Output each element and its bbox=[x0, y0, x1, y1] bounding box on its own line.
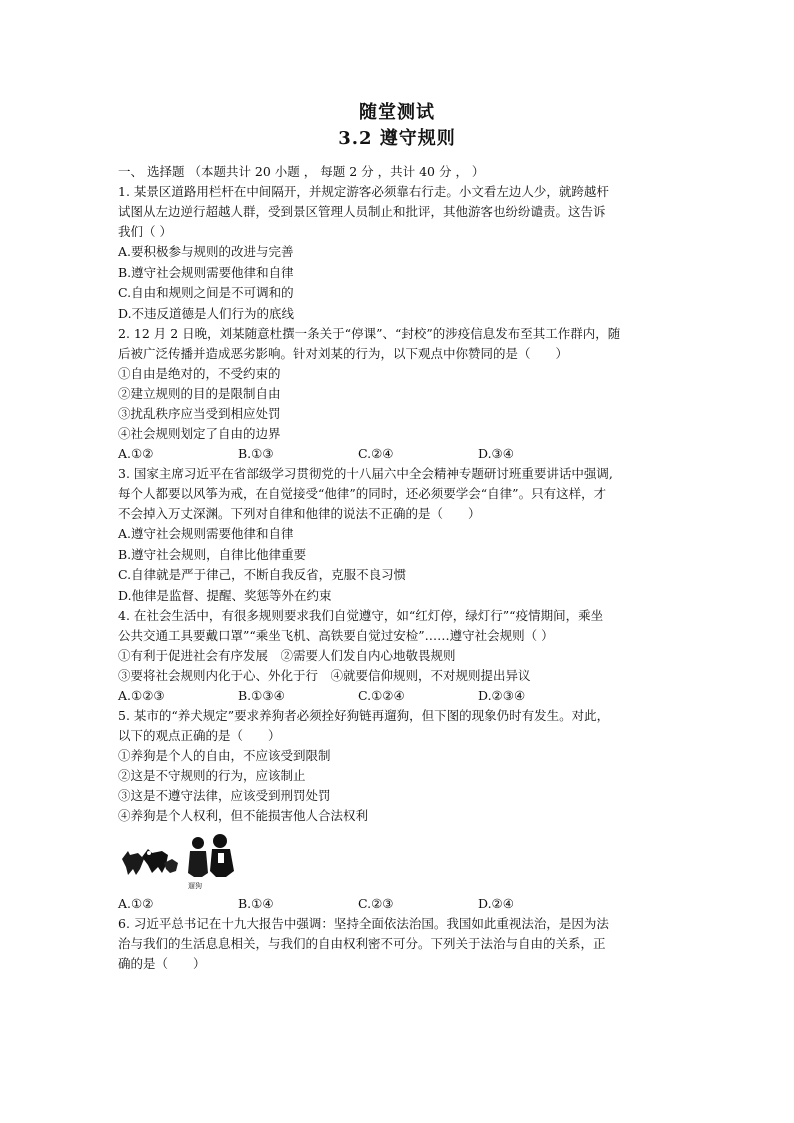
question-text: 5. 某市的“养犬规定”要求养狗者必须拴好狗链再遛狗，但下图的现象仍时有发生。对此， bbox=[118, 708, 610, 723]
option-c: C.自律就是严于律己，不断自我反省，克服不良习惯 bbox=[118, 567, 407, 582]
question-text: 后被广泛传播并造成恶劣影响。针对刘某的行为，以下观点中你赞同的是（ ） bbox=[118, 346, 569, 361]
question-text: 公共交通工具要戴口罩”“乘坐飞机、高铁要自觉过安检”……遵守社会规则（ ） bbox=[118, 628, 554, 643]
question-text: 治与我们的生活息息相关，与我们的自由权利密不可分。下列关于法治与自由的关系，正 bbox=[118, 936, 606, 951]
option-a: A.要积极参与规则的改进与完善 bbox=[118, 244, 294, 259]
question-text: 不会掉入万丈深渊。下列对自律和他律的说法不正确的是（ ） bbox=[118, 506, 481, 521]
answer-d: D.②④ bbox=[478, 896, 514, 911]
question-text: 6. 习近平总书记在十九大报告中强调：坚持全面依法治国。我国如此重视法治，是因为法 bbox=[118, 916, 609, 931]
question-text: 4. 在社会生活中，有很多规则要求我们自觉遵守，如“红灯停，绿灯行”“疫情期间，乘坐 bbox=[118, 608, 604, 623]
question-text: 2. 12 月 2 日晚，刘某随意杜撰一条关于“停课”、“封校”的涉疫信息发布至其工作群内，随 bbox=[118, 326, 621, 341]
answer-c: C.①②④ bbox=[358, 688, 405, 703]
statement: ①养狗是个人的自由，不应该受到限制 bbox=[118, 748, 331, 763]
answer-choices bbox=[118, 686, 688, 706]
question-text: 以下的观点正确的是（ ） bbox=[118, 728, 281, 743]
answer-a: A.①② bbox=[118, 446, 154, 461]
answer-choices bbox=[118, 444, 688, 464]
answer-a: A.①② bbox=[118, 896, 154, 911]
question-4 bbox=[118, 606, 688, 706]
question-5 bbox=[118, 706, 688, 914]
option-c: C.自由和规则之间是不可调和的 bbox=[118, 285, 294, 300]
answer-d: D.②③④ bbox=[478, 688, 526, 703]
question-text: 我们（ ） bbox=[118, 224, 172, 239]
statement: ②建立规则的目的是限制自由 bbox=[118, 386, 281, 401]
question-text: 每个人都要以风筝为戒，在自觉接受“他律”的同时，还必须要学会“自律”。只有这样，才 bbox=[118, 486, 607, 501]
option-a: A.遵守社会规则需要他律和自律 bbox=[118, 526, 294, 541]
answer-a: A.①②③ bbox=[118, 688, 165, 703]
statement: ③要将社会规则内化于心、外化于行 ④就要信仰规则，不对规则提出异议 bbox=[118, 668, 531, 683]
answer-d: D.③④ bbox=[478, 446, 514, 461]
answer-choices bbox=[118, 894, 688, 914]
exam-content bbox=[118, 162, 688, 974]
statement: ④社会规则划定了自由的边界 bbox=[118, 426, 281, 441]
section-heading: 一、 选择题 （本题共计 20 小题 ， 每题 2 分 ，共计 40 分 ， ） bbox=[118, 164, 485, 179]
question-2 bbox=[118, 324, 688, 464]
option-d: D.他律是监督、提醒、奖惩等外在约束 bbox=[118, 587, 332, 603]
statement: ③扰乱秩序应当受到相应处罚 bbox=[118, 406, 281, 421]
page-title: 随堂测试 bbox=[359, 102, 435, 123]
question-3 bbox=[118, 464, 688, 606]
page-subtitle: 3.2 遵守规则 bbox=[338, 128, 456, 149]
statement: ①自由是绝对的，不受约束的 bbox=[118, 366, 281, 381]
statement: ④养狗是个人权利，但不能损害他人合法权利 bbox=[118, 808, 369, 823]
question-text: 3. 国家主席习近平在省部级学习贯彻党的十八届六中全会精神专题研讨班重要讲话中强调, bbox=[118, 466, 613, 481]
question-text: 确的是（ ） bbox=[118, 956, 206, 971]
statement: ①有利于促进社会有序发展 ②需要人们发自内心地敬畏规则 bbox=[118, 648, 456, 663]
answer-c: C.②③ bbox=[358, 896, 394, 911]
answer-b: B.①③④ bbox=[238, 688, 285, 703]
option-b: B.遵守社会规则，自律比他律重要 bbox=[118, 546, 307, 562]
image-caption: 遛狗 bbox=[188, 882, 202, 890]
question-text: 1. 某景区道路用栏杆在中间隔开，并规定游客必须靠右行走。小文看左边人少，就跨越杆 bbox=[118, 184, 609, 199]
question-1 bbox=[118, 182, 688, 324]
option-b: B.遵守社会规则需要他律和自律 bbox=[118, 264, 294, 280]
statement: ②这是不守规则的行为，应该制止 bbox=[118, 768, 306, 783]
answer-c: C.②④ bbox=[358, 446, 394, 461]
dog-walking-illustration bbox=[118, 829, 258, 893]
question-6 bbox=[118, 914, 688, 974]
answer-b: B.①③ bbox=[238, 446, 274, 461]
option-d: D.不违反道德是人们行为的底线 bbox=[118, 305, 295, 321]
answer-b: B.①④ bbox=[238, 896, 274, 911]
statement: ③这是不遵守法律，应该受到刑罚处罚 bbox=[118, 788, 331, 803]
dog-walking-image bbox=[118, 829, 248, 881]
question-text: 试图从左边逆行超越人群，受到景区管理人员制止和批评，其他游客也纷纷谴责。这告诉 bbox=[118, 204, 606, 219]
